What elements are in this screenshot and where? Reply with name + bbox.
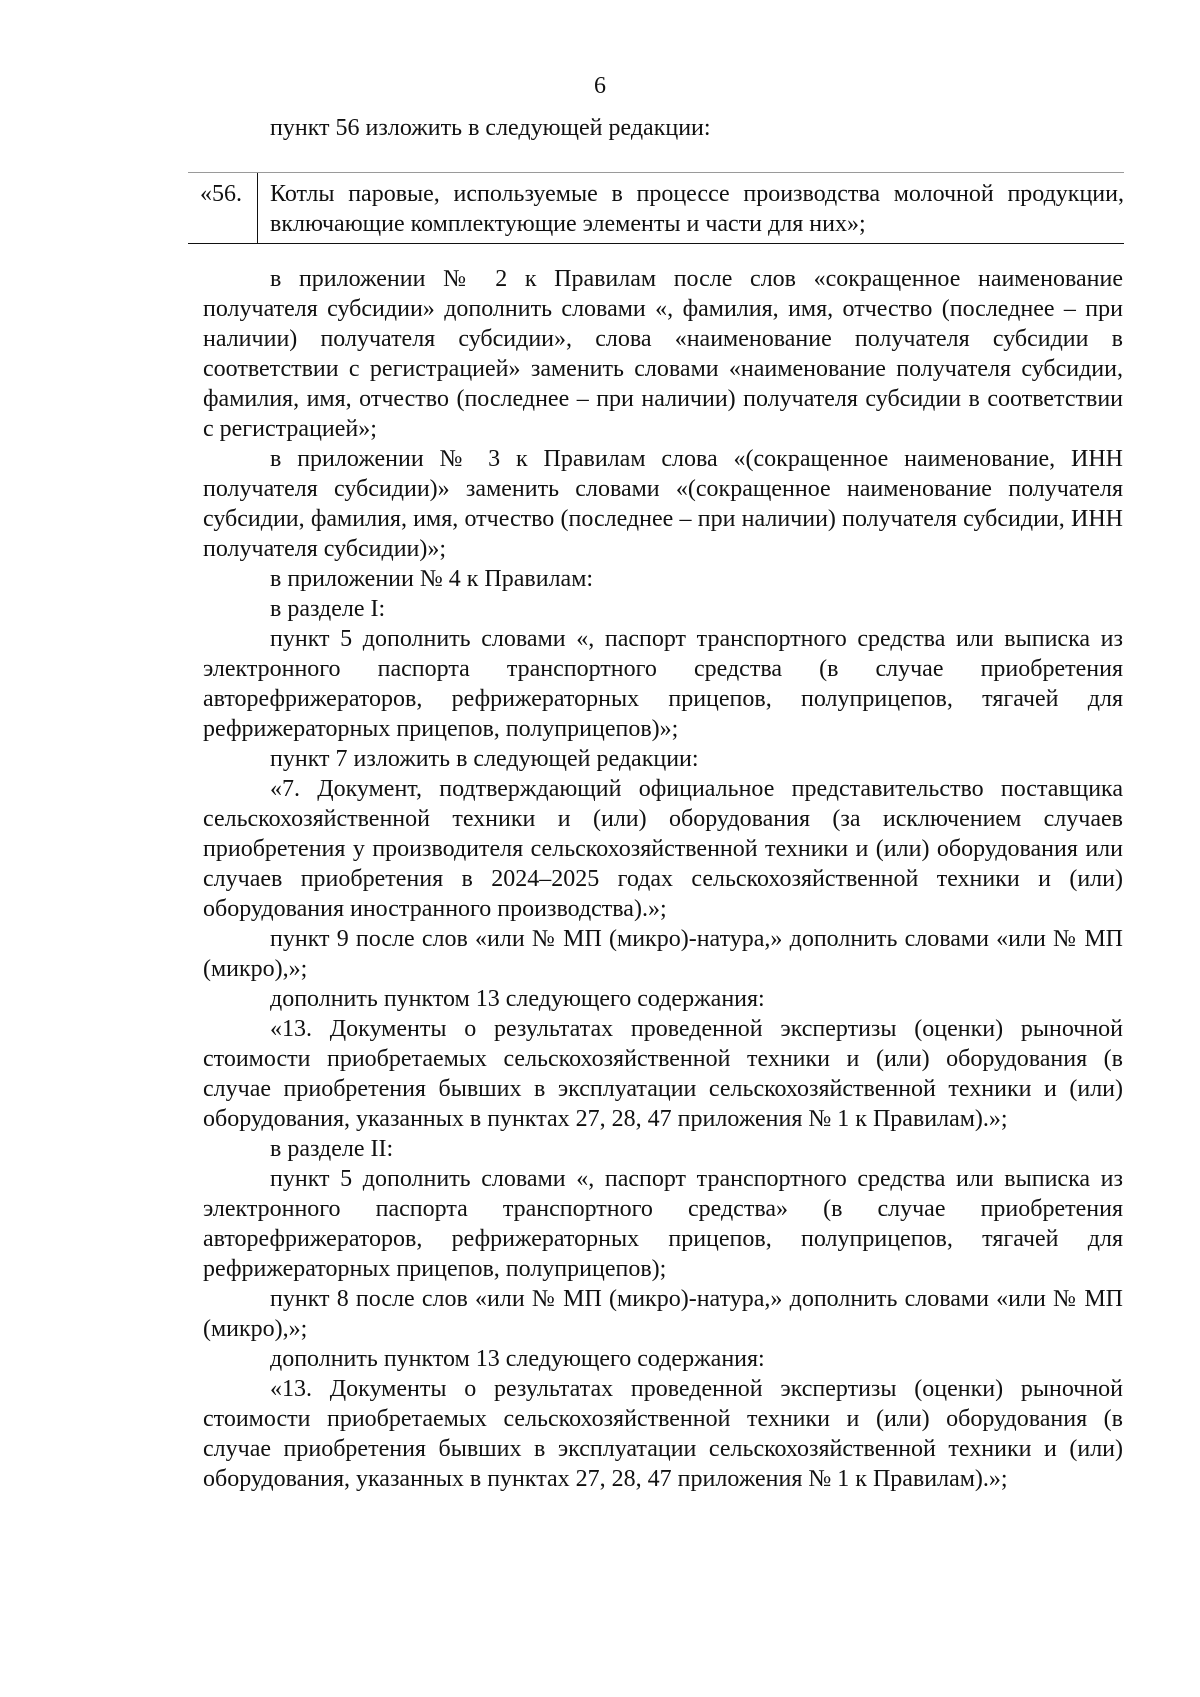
paragraph-s1-item-13-text: «13. Документы о результатах проведенной экспертизы (оценки) рыночной стоимости приобретаемых сельскохозяйственной техники и (или) оборудования (в случае приобретения бывших в эксплуатации сельскохозяйственной техники и (или) оборудования, указанных в пунктах 27, 28, 47 приложения № 1 к Правилам).»; [203,1016,1123,1132]
paragraph-appendix-4: в приложении № 4 к Правилам: [270,566,594,592]
paragraph-section-1: в разделе I: [270,596,386,622]
paragraph-s1-item-7-text: «7. Документ, подтверждающий официальное представительство поставщика сельскохозяйственной техники и (или) оборудования (за исключением случаев приобретения у производителя сельскохозяйственной техники и (или) оборудования или случаев приобретения в 2024–2025 годах сельскохозяйственной техники и (или) оборудования иностранного производства).»; [203,776,1123,922]
paragraph-s1-item-13-intro: дополнить пунктом 13 следующего содержания: [270,986,765,1012]
paragraph-s1-item-9: пункт 9 после слов «или № МП (микро)-натура,» дополнить словами «или № МП (микро),»; [203,926,1123,982]
paragraph-s2-item-13-intro: дополнить пунктом 13 следующего содержания: [270,1346,765,1372]
table-item-text: Котлы паровые, используемые в процессе производства молочной продукции, включающие комплектующие элементы и части для них»; [270,181,1124,237]
paragraph-s1-item-7-intro: пункт 7 изложить в следующей редакции: [270,746,699,772]
paragraph-s2-item-5: пункт 5 дополнить словами «, паспорт транспортного средства или выписка из электронного паспорта транспортного средства» (в случае приобретения авторефрижераторов, рефрижераторных прицепов, полуприцепов, тягачей для рефрижераторных прицепов, полуприцепов); [203,1166,1123,1282]
amendment-table [188,172,1124,244]
document-body [203,264,1123,1494]
paragraph-appendix-3: в приложении № 3 к Правилам слова «(сокращенное наименование, ИНН получателя субсидии)» заменить словами «(сокращенное наименование получателя субсидии, фамилия, имя, отчество (последнее – при наличии) получателя субсидии, ИНН получателя субсидии)»; [203,446,1123,562]
paragraph-s1-item-5: пункт 5 дополнить словами «, паспорт транспортного средства или выписка из электронного паспорта транспортного средства (в случае приобретения авторефрижераторов, рефрижераторных прицепов, полуприцепов, тягачей для рефрижераторных прицепов, полуприцепов)»; [203,626,1123,742]
intro-line: пункт 56 изложить в следующей редакции: [270,115,711,141]
paragraph-appendix-2: в приложении № 2 к Правилам после слов «сокращенное наименование получателя субсидии» дополнить словами «, фамилия, имя, отчество (последнее – при наличии) получателя субсидии», слова «наименование получателя субсидии в соответствии с регистрацией» заменить словами «наименование получателя субсидии, фамилия, имя, отчество (последнее – при наличии) получателя субсидии в соответствии с регистрацией»; [203,266,1123,442]
page-number: 6 [594,73,606,99]
table-item-number: «56. [188,173,258,243]
paragraph-section-2: в разделе II: [270,1136,394,1162]
paragraph-s2-item-8: пункт 8 после слов «или № МП (микро)-натура,» дополнить словами «или № МП (микро),»; [203,1286,1123,1342]
paragraph-s2-item-13-text: «13. Документы о результатах проведенной экспертизы (оценки) рыночной стоимости приобретаемых сельскохозяйственной техники и (или) оборудования (в случае приобретения бывших в эксплуатации сельскохозяйственной техники и (или) оборудования, указанных в пунктах 27, 28, 47 приложения № 1 к Правилам).»; [203,1376,1123,1492]
